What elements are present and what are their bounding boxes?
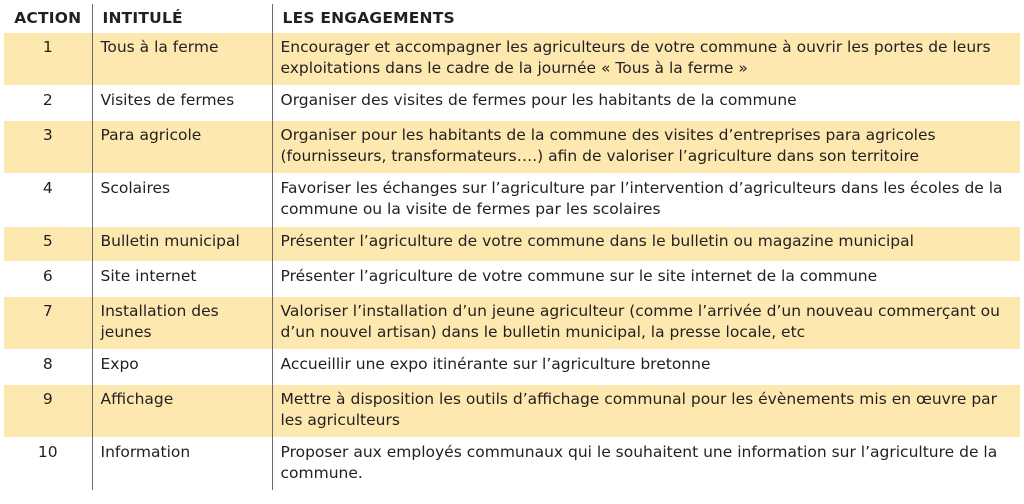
table-row bbox=[4, 174, 1020, 227]
table-row bbox=[4, 121, 1020, 174]
row-engagement: Organiser pour les habitants de la commune des visites d’entreprises para agricoles (fournisseurs, transformateurs….) afin de valoriser l’agriculture dans son territoire bbox=[272, 121, 1020, 174]
table-row bbox=[4, 385, 1020, 438]
table-row bbox=[4, 33, 1020, 86]
header-row bbox=[4, 4, 1020, 33]
row-engagement: Valoriser l’installation d’un jeune agriculteur (comme l’arrivée d’un nouveau commerçant ou d’un nouvel artisan) dans le bulletin municipal, la presse locale, etc bbox=[272, 297, 1020, 350]
header-title: INTITULÉ bbox=[92, 4, 272, 33]
row-engagement: Encourager et accompagner les agriculteurs de votre commune à ouvrir les portes de leurs exploitations dans le cadre de la journée « Tous à la ferme » bbox=[272, 33, 1020, 86]
table-row bbox=[4, 227, 1020, 262]
row-title: Bulletin municipal bbox=[92, 227, 272, 262]
table-body bbox=[4, 33, 1020, 491]
row-engagement: Présenter l’agriculture de votre commune dans le bulletin ou magazine municipal bbox=[272, 227, 1020, 262]
table-header bbox=[4, 4, 1020, 33]
row-engagement: Proposer aux employés communaux qui le souhaitent une information sur l’agriculture de la commune. bbox=[272, 438, 1020, 491]
row-number: 4 bbox=[4, 174, 92, 227]
engagements-table bbox=[4, 4, 1020, 490]
row-engagement: Présenter l’agriculture de votre commune sur le site internet de la commune bbox=[272, 262, 1020, 297]
table-row bbox=[4, 86, 1020, 121]
row-title: Visites de fermes bbox=[92, 86, 272, 121]
header-action: ACTION bbox=[4, 4, 92, 33]
row-title: Information bbox=[92, 438, 272, 491]
table-row bbox=[4, 297, 1020, 350]
row-engagement: Mettre à disposition les outils d’affichage communal pour les évènements mis en œuvre par les agriculteurs bbox=[272, 385, 1020, 438]
table-row bbox=[4, 438, 1020, 491]
row-number: 5 bbox=[4, 227, 92, 262]
row-number: 1 bbox=[4, 33, 92, 86]
table-row bbox=[4, 262, 1020, 297]
row-number: 10 bbox=[4, 438, 92, 491]
row-title: Para agricole bbox=[92, 121, 272, 174]
row-number: 3 bbox=[4, 121, 92, 174]
row-title: Affichage bbox=[92, 385, 272, 438]
table-row bbox=[4, 350, 1020, 385]
row-engagement: Favoriser les échanges sur l’agriculture par l’intervention d’agriculteurs dans les écoles de la commune ou la visite de fermes par les scolaires bbox=[272, 174, 1020, 227]
row-title: Installation des jeunes bbox=[92, 297, 272, 350]
header-engagements: LES ENGAGEMENTS bbox=[272, 4, 1020, 33]
row-number: 2 bbox=[4, 86, 92, 121]
row-engagement: Organiser des visites de fermes pour les habitants de la commune bbox=[272, 86, 1020, 121]
row-title: Scolaires bbox=[92, 174, 272, 227]
row-title: Tous à la ferme bbox=[92, 33, 272, 86]
row-number: 6 bbox=[4, 262, 92, 297]
row-number: 7 bbox=[4, 297, 92, 350]
row-title: Expo bbox=[92, 350, 272, 385]
row-title: Site internet bbox=[92, 262, 272, 297]
row-number: 8 bbox=[4, 350, 92, 385]
row-engagement: Accueillir une expo itinérante sur l’agriculture bretonne bbox=[272, 350, 1020, 385]
row-number: 9 bbox=[4, 385, 92, 438]
